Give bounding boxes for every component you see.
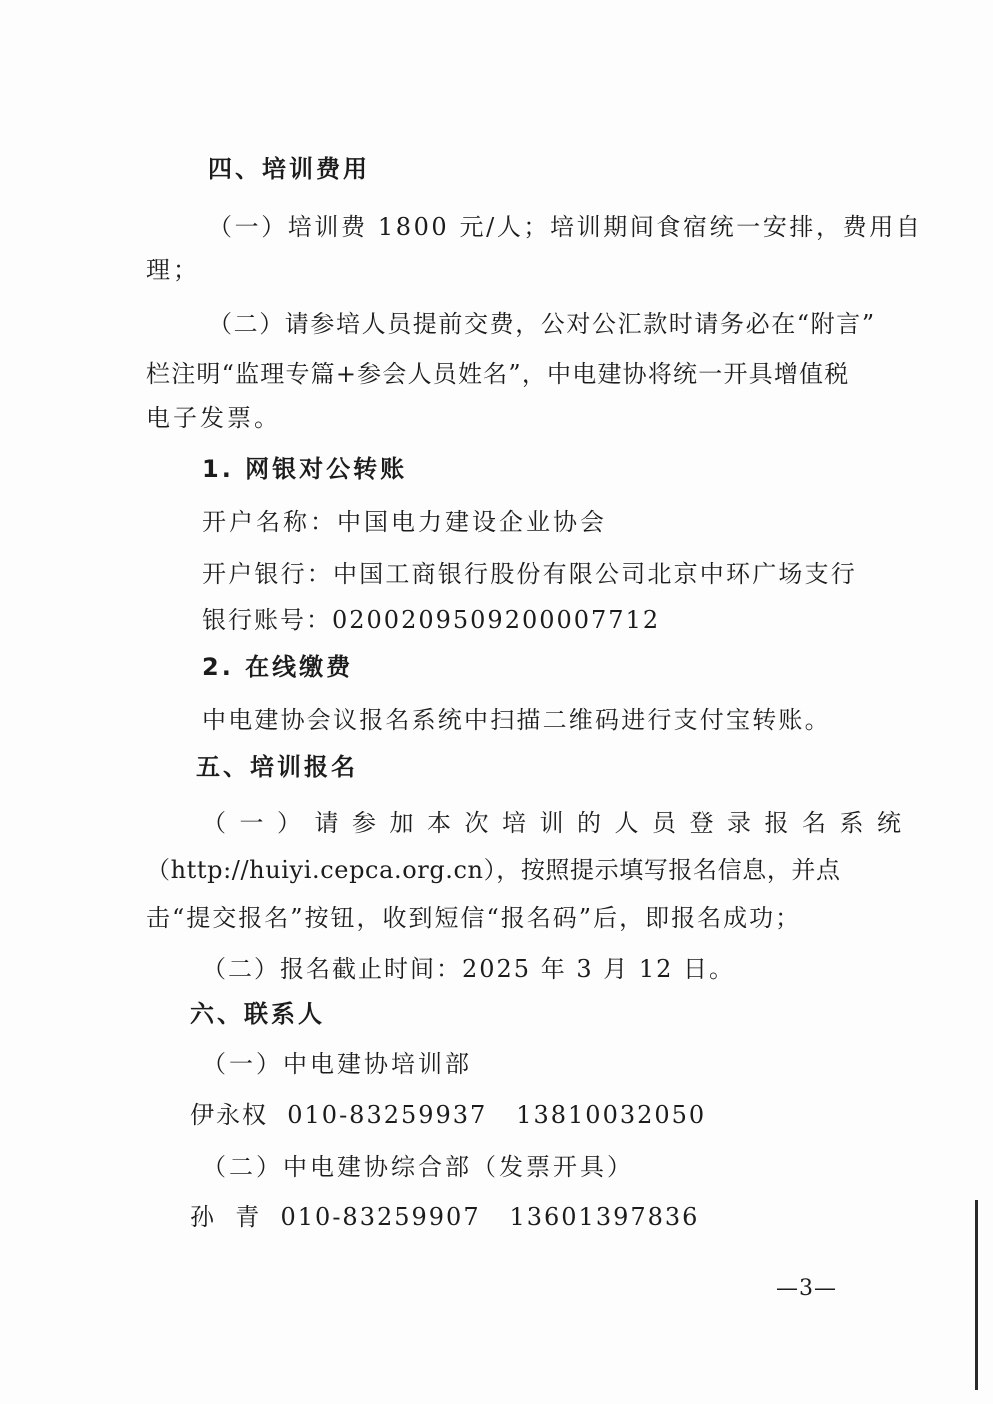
section-5-item-1-line-1: （一）请参加本次培训的人员登录报名系统 [202,809,915,837]
section-5-item-1-line-3: 击“提交报名”按钮，收到短信“报名码”后，即报名成功； [146,904,802,932]
contact-person-1: 伊永权 010-83259937 13810032050 [190,1101,707,1129]
section-4-item-1-line-2: 理； [146,256,200,284]
online-payment-heading: 2. 在线缴费 [202,653,354,681]
scan-edge-mark [975,1200,978,1390]
account-bank: 开户银行：中国工商银行股份有限公司北京中环广场支行 [202,560,857,588]
contact-dept-1: （一）中电建协培训部 [202,1050,472,1078]
account-number: 银行账号：0200209509200007712 [202,606,661,634]
section-5-heading: 五、培训报名 [196,753,358,781]
section-5-item-2: （二）报名截止时间：2025 年 3 月 12 日。 [202,955,736,983]
section-4-item-2-line-3: 电子发票。 [146,404,281,432]
section-4-heading: 四、培训费用 [208,155,370,183]
section-4-item-1-line-1: （一）培训费 1800 元/人；培训期间食宿统一安排，费用自 [208,213,923,241]
contact-dept-2: （二）中电建协综合部（发票开具） [202,1153,634,1181]
page-number: —3— [776,1276,837,1301]
bank-transfer-heading: 1. 网银对公转账 [202,455,408,483]
section-4-item-2-line-2: 栏注明“监理专篇+参会人员姓名”，中电建协将统一开具增值税 [146,360,850,388]
contact-person-2: 孙 青 010-83259907 13601397836 [190,1203,700,1231]
section-4-item-2-line-1: （二）请参培人员提前交费，公对公汇款时请务必在“附言” [208,310,876,338]
online-payment-text: 中电建协会议报名系统中扫描二维码进行支付宝转账。 [202,706,831,734]
section-6-heading: 六、联系人 [190,1000,325,1028]
section-5-item-1-line-2: （http://huiyi.cepca.org.cn），按照提示填写报名信息，并点 [146,856,841,884]
account-name: 开户名称：中国电力建设企业协会 [202,508,607,536]
